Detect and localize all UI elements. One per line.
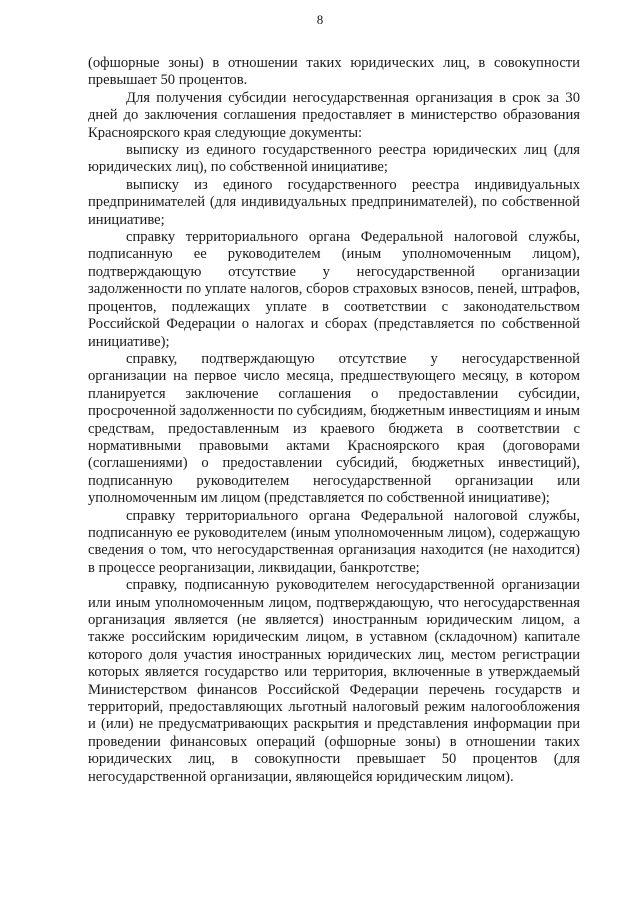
document-body (88, 55, 580, 786)
page-number: 8 (316, 12, 324, 27)
paragraph: справку территориального органа Федеральной налоговой службы, подписанную ее руководителем (иным уполномоченным лицом), содержащую сведения о том, что негосударственная организация находится (не находится) в процессе реорганизации, ликвидации, банкротстве; (88, 507, 580, 576)
paragraph: справку территориального органа Федеральной налоговой службы, подписанную ее руководителем (иным уполномоченным лицом), подтверждающую отсутствие у негосударственной организации задолженности по уплате налогов, сборов страховых взносов, пеней, штрафов, процентов, подлежащих уплате в соответствии с законодательством Российской Федерации о налогах и сборах (представляется по собственной инициативе); (88, 229, 580, 350)
paragraph: Для получения субсидии негосударственная организация в срок за 30 дней до заключения соглашения предоставляет в министерство образования Красноярского края следующие документы: (88, 89, 580, 141)
paragraph: выписку из единого государственного реестра юридических лиц (для юридических лиц), по собственной инициативе; (88, 142, 580, 176)
paragraph: справку, подтверждающую отсутствие у негосударственной организации на первое число месяца, предшествующего месяцу, в котором планируется заключение соглашения о предоставлении субсидии, просроченной задолженности по субсидиям, бюджетным инвестициям и иным средствам, предоставленным из краевого бюджета в соответствии с нормативными правовыми актами Красноярского края (договорами (соглашениями) о предоставлении субсидий, бюджетных инвестиций), подписанную руководителем негосударственной организации или уполномоченным им лицом (представляется по собственной инициативе); (88, 350, 580, 507)
paragraph: (офшорные зоны) в отношении таких юридических лиц, в совокупности превышает 50 процентов. (88, 55, 580, 89)
paragraph: выписку из единого государственного реестра индивидуальных предпринимателей (для индивидуальных предпринимателей), по собственной инициативе; (88, 176, 580, 228)
paragraph: справку, подписанную руководителем негосударственной организации или иным уполномоченным лицом, подтверждающую, что негосударственная организация является (не является) иностранным юридическим лицом, а также российским юридическим лицом, в уставном (складочном) капитале которого доля участия иностранных юридических лиц, местом регистрации которых является государство или территория, включенные в утверждаемый Министерством финансов Российской Федерации перечень государств и территорий, предоставляющих льготный налоговый режим налогообложения и (или) не предусматривающих раскрытия и представления информации при проведении финансовых операций (офшорные зоны) в отношении таких юридических лиц, в совокупности превышает 50 процентов (для негосударственной организации, являющейся юридическим лицом). (88, 577, 580, 785)
